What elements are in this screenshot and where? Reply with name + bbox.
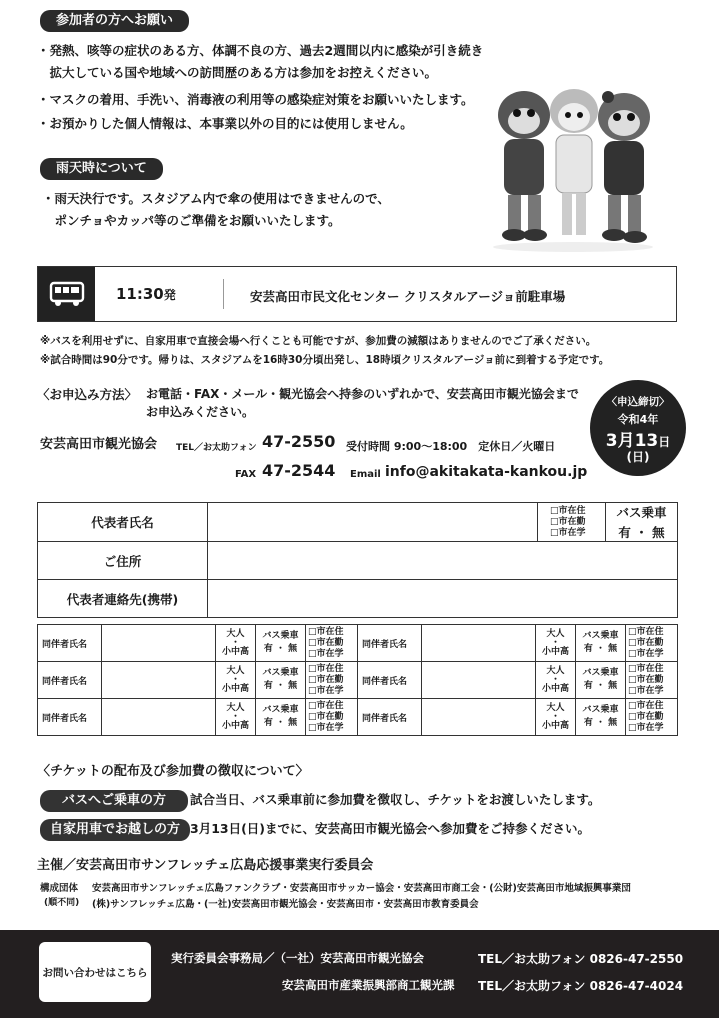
note-line-1: ※バスを利用せずに、自家用車で直接会場へ行くことも可能ですが、参加費の減額はありませんのでご了承ください。	[40, 335, 597, 347]
companion-residence-option[interactable]: □市在住 □市在勤 □市在学	[626, 699, 678, 736]
apply-fax: 47-2544	[262, 461, 336, 480]
rep-phone-field[interactable]	[208, 580, 678, 618]
notice-line-4: ・お預かりした個人情報は、本事業以外の目的には使用しません。	[37, 116, 413, 131]
apply-text-1: お電話・FAX・メール・観光協会へ持参のいずれかで、安芸高田市観光協会まで	[146, 387, 579, 401]
apply-email-label: Email	[350, 469, 381, 480]
representative-form	[37, 502, 678, 618]
apply-label: 〈お申込み方法〉	[37, 387, 138, 402]
notice-title: 参加者の方へお願い	[40, 10, 189, 32]
companion-residence-option[interactable]: □市在住 □市在勤 □市在学	[626, 625, 678, 662]
divider	[223, 279, 224, 309]
companion-label: 同伴者氏名	[38, 662, 102, 699]
companion-residence-option[interactable]: □市在住 □市在勤 □市在学	[626, 662, 678, 699]
companion-age-option[interactable]: 大人 ・ 小中高	[536, 699, 576, 736]
apply-tel: 47-2550	[262, 432, 336, 451]
ticket-car-tag: 自家用車でお越しの方	[40, 819, 190, 841]
companion-residence-option[interactable]: □市在住 □市在勤 □市在学	[306, 662, 358, 699]
rep-name-label: 代表者氏名	[38, 503, 208, 542]
rep-bus-option[interactable]: バス乗車 有 ・ 無	[606, 503, 678, 542]
deadline-era: 令和4年	[617, 413, 659, 426]
companion-label: 同伴者氏名	[38, 699, 102, 736]
organizer-main: 主催／安芸高田市サンフレッチェ広島応援事業実行委員会	[37, 858, 374, 873]
footer	[0, 930, 719, 1018]
apply-org: 安芸高田市観光協会	[40, 437, 158, 452]
companion-age-option[interactable]: 大人 ・ 小中高	[536, 662, 576, 699]
organizer-members-1: 安芸高田市サンフレッチェ広島ファンクラブ・安芸高田市サッカー協会・安芸高田市商工会・(公財)安芸高田市地域振興事業団	[92, 883, 631, 894]
organizer-members-sub: (順不同)	[44, 898, 80, 908]
companion-name-field[interactable]	[102, 625, 216, 662]
notice-line-2: 拡大している国や地域への訪問歴のある方は参加をお控えください。	[37, 65, 438, 80]
deadline-label: 〈申込締切〉	[606, 396, 670, 408]
deadline-weekday: (日)	[626, 450, 650, 464]
rain-line-1: ・雨天決行です。スタジアム内で傘の使用はできませんので、	[42, 191, 390, 206]
apply-fax-label: FAX	[235, 469, 257, 480]
rep-phone-label: 代表者連絡先(携帯)	[38, 580, 208, 618]
address-label: ご住所	[38, 542, 208, 580]
companion-label: 同伴者氏名	[358, 699, 422, 736]
footer-tel-2: TEL／お太助フォン 0826-47-4024	[478, 979, 684, 993]
companion-form	[37, 624, 678, 736]
apply-text-2: お申込みください。	[146, 405, 255, 419]
companion-age-option[interactable]: 大人 ・ 小中高	[216, 662, 256, 699]
companion-name-field[interactable]	[422, 625, 536, 662]
companion-label: 同伴者氏名	[358, 625, 422, 662]
apply-tel-label: TEL／お太助フォン	[176, 443, 257, 453]
companion-label: 同伴者氏名	[358, 662, 422, 699]
companion-bus-option[interactable]: バス乗車 有 ・ 無	[576, 625, 626, 662]
companion-age-option[interactable]: 大人 ・ 小中高	[216, 625, 256, 662]
ticket-bus-tag: バスへご乗車の方	[40, 790, 188, 812]
ticket-car-text: 3月13日(日)までに、安芸高田市観光協会へ参加費をご持参ください。	[190, 821, 591, 836]
companion-name-field[interactable]	[102, 699, 216, 736]
contact-button[interactable]: お問い合わせはこちら	[39, 942, 151, 1002]
ticket-bus-text: 試合当日、バス乗車前に参加費を徴収し、チケットをお渡しいたします。	[190, 792, 601, 807]
companion-bus-option[interactable]: バス乗車 有 ・ 無	[576, 699, 626, 736]
mascot-illustration	[488, 75, 658, 255]
footer-office-2: 安芸高田市産業振興部商工観光課	[282, 978, 455, 992]
organizer-members-2: (株)サンフレッチェ広島・(一社)安芸高田市観光協会・安芸高田市・安芸高田市教育委員会	[92, 899, 479, 910]
apply-email[interactable]: info@akitakata-kankou.jp	[385, 464, 588, 480]
footer-office-1: 実行委員会事務局／（一社）安芸高田市観光協会	[171, 951, 424, 965]
companion-name-field[interactable]	[422, 699, 536, 736]
notice-line-3: ・マスクの着用、手洗い、消毒液の利用等の感染症対策をお願いいたします。	[37, 92, 474, 107]
companion-bus-option[interactable]: バス乗車 有 ・ 無	[256, 625, 306, 662]
companion-residence-option[interactable]: □市在住 □市在勤 □市在学	[306, 699, 358, 736]
apply-hours: 受付時間 9:00～18:00 定休日／火曜日	[346, 440, 556, 453]
companion-bus-option[interactable]: バス乗車 有 ・ 無	[576, 662, 626, 699]
companion-name-field[interactable]	[102, 662, 216, 699]
rep-residence-options[interactable]: □市在住 □市在勤 □市在学	[538, 503, 606, 542]
deadline-badge	[590, 380, 686, 476]
deadline-date: 3月13日	[605, 431, 671, 451]
rain-line-2: ポンチョやカッパ等のご準備をお願いいたします。	[42, 213, 341, 228]
ticket-heading: 〈チケットの配布及び参加費の徴収について〉	[37, 764, 309, 779]
companion-residence-option[interactable]: □市在住 □市在勤 □市在学	[306, 625, 358, 662]
note-line-2: ※試合時間は90分です。帰りは、スタジアムを16時30分頃出発し、18時頃クリスタルアージョ前に到着する予定です。	[40, 354, 610, 366]
address-field[interactable]	[208, 542, 678, 580]
companion-bus-option[interactable]: バス乗車 有 ・ 無	[256, 662, 306, 699]
footer-tel-1: TEL／お太助フォン 0826-47-2550	[478, 952, 684, 966]
companion-age-option[interactable]: 大人 ・ 小中高	[216, 699, 256, 736]
companion-age-option[interactable]: 大人 ・ 小中高	[536, 625, 576, 662]
companion-name-field[interactable]	[422, 662, 536, 699]
bus-departure-place: 安芸高田市民文化センター クリスタルアージョ前駐車場	[250, 289, 566, 304]
rep-name-field[interactable]	[208, 503, 538, 542]
organizer-members-label: 構成団体	[40, 883, 79, 894]
notice-line-1: ・発熱、咳等の症状のある方、体調不良の方、過去2週間以内に感染が引き続き	[37, 43, 484, 58]
bus-icon	[38, 267, 95, 321]
companion-label: 同伴者氏名	[38, 625, 102, 662]
rain-title: 雨天時について	[40, 158, 163, 180]
bus-departure-box	[37, 266, 677, 322]
bus-departure-time: 11:30発	[116, 285, 176, 303]
companion-bus-option[interactable]: バス乗車 有 ・ 無	[256, 699, 306, 736]
